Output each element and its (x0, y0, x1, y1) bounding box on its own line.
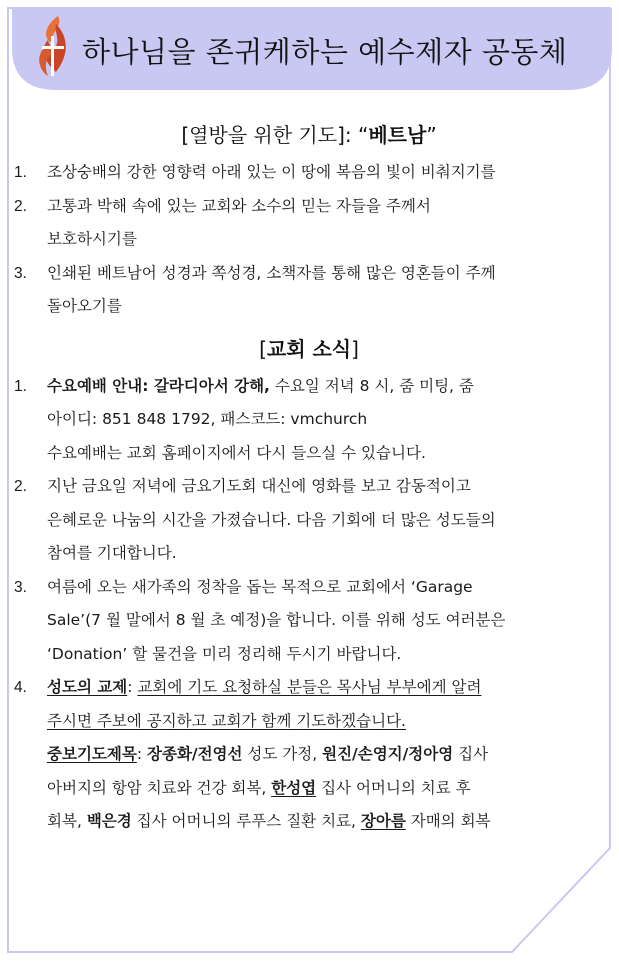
prayer-name: 백은경 (86, 812, 132, 830)
zoom-meeting-info: 아이디: 851 848 1792, 패스코드: vmchurch (47, 410, 368, 428)
news-item-2 (14, 470, 604, 571)
news-text: 집사 (453, 745, 489, 763)
prayer-name: 장아름 (360, 812, 406, 830)
news-text: : (136, 745, 147, 763)
prayer-request-notice: 주시면 주보에 공지하고 교회가 함께 기도하겠습니다. (47, 711, 406, 730)
news-text: 수요일 저녁 8 시, 줌 미팅, 줌 (269, 376, 474, 395)
flame-cross-logo (34, 14, 74, 80)
news-text: 수요예배는 교회 홈페이지에서 다시 들으실 수 있습니다. (47, 443, 426, 462)
prayer-name: 한성엽 (271, 778, 317, 797)
news-text: 참여를 기대합니다. (47, 544, 177, 562)
news-text: 집사 어머니의 루푸스 질환 치료, (131, 812, 361, 830)
news-text: 성도 가정, (242, 745, 323, 763)
news-text: 아버지의 항암 치료와 건강 회복, (47, 778, 272, 797)
news-title-text: 교회 소식 (266, 336, 352, 361)
news-text: 자매의 회복 (405, 812, 491, 830)
news-text: 은혜로운 나눔의 시간을 가졌습니다. 다음 기회에 더 많은 성도들의 (47, 510, 496, 529)
list-number: 2. (14, 478, 27, 495)
news-text: ‘Donation’ 할 물건을 미리 정리해 두시기 바랍니다. (47, 644, 402, 663)
bulletin-content (14, 118, 604, 839)
prayer-item-text: 조상숭배의 강한 영향력 아래 있는 이 땅에 복음의 빛이 비춰지기를 (47, 163, 496, 181)
list-number: 2. (14, 197, 27, 215)
prayer-item-text: 돌아오기를 (47, 297, 122, 315)
news-section-title (14, 332, 604, 366)
list-number: 4. (14, 679, 27, 696)
news-text: 여름에 오는 새가족의 정착을 돕는 목적으로 교회에서 ‘Garage (47, 577, 473, 596)
prayer-item-text: 고통과 박해 속에 있는 교회와 소수의 믿는 자들을 주께서 (47, 196, 431, 215)
header-title: 하나님을 존귀케하는 예수제자 공동체 (82, 35, 568, 69)
prayer-item-text: 보호하시기를 (47, 230, 137, 248)
list-number: 3. (14, 264, 27, 282)
news-text: 지난 금요일 저녁에 금요기도회 대신에 영화를 보고 감동적이고 (47, 477, 471, 495)
news-text: : (127, 678, 138, 696)
prayer-list (14, 156, 604, 324)
news-item-1 (14, 370, 604, 471)
wednesday-service-heading: 수요예배 안내: 갈라디아서 강해, (47, 376, 270, 395)
list-number: 1. (14, 377, 27, 395)
prayer-name: 원진/손영지/정아영 (322, 745, 454, 763)
prayer-request-notice: 교회에 기도 요청하실 분들은 목사님 부부에게 알려 (137, 678, 482, 696)
prayer-name: 장종화/전영선 (147, 745, 243, 763)
news-text: Sale’(7 월 말에서 8 월 초 예정)을 합니다. 이를 위해 성도 여러분은 (47, 611, 506, 629)
news-item-4 (14, 671, 604, 839)
news-title-prefix: [ (259, 336, 267, 361)
prayer-item-1 (14, 156, 604, 190)
news-title-suffix: ] (351, 336, 359, 361)
intercession-heading: 중보기도제목 (47, 745, 137, 763)
prayer-item-2 (14, 190, 604, 257)
news-text: 회복, (47, 812, 87, 830)
list-number: 1. (14, 164, 27, 181)
prayer-title-prefix: [열방을 위한 기도]: “ (181, 123, 369, 147)
prayer-item-text: 인쇄된 베트남어 성경과 쪽성경, 소책자를 통해 많은 영혼들이 주께 (47, 263, 496, 282)
news-item-3 (14, 571, 604, 672)
news-text: 집사 어머니의 치료 후 (316, 778, 471, 797)
prayer-section-title (14, 118, 604, 152)
prayer-item-3 (14, 257, 604, 324)
prayer-title-suffix: ” (426, 123, 437, 147)
news-list (14, 370, 604, 839)
fellowship-heading: 성도의 교제 (47, 678, 128, 696)
list-number: 3. (14, 578, 27, 596)
prayer-title-country: 베트남 (368, 123, 427, 147)
